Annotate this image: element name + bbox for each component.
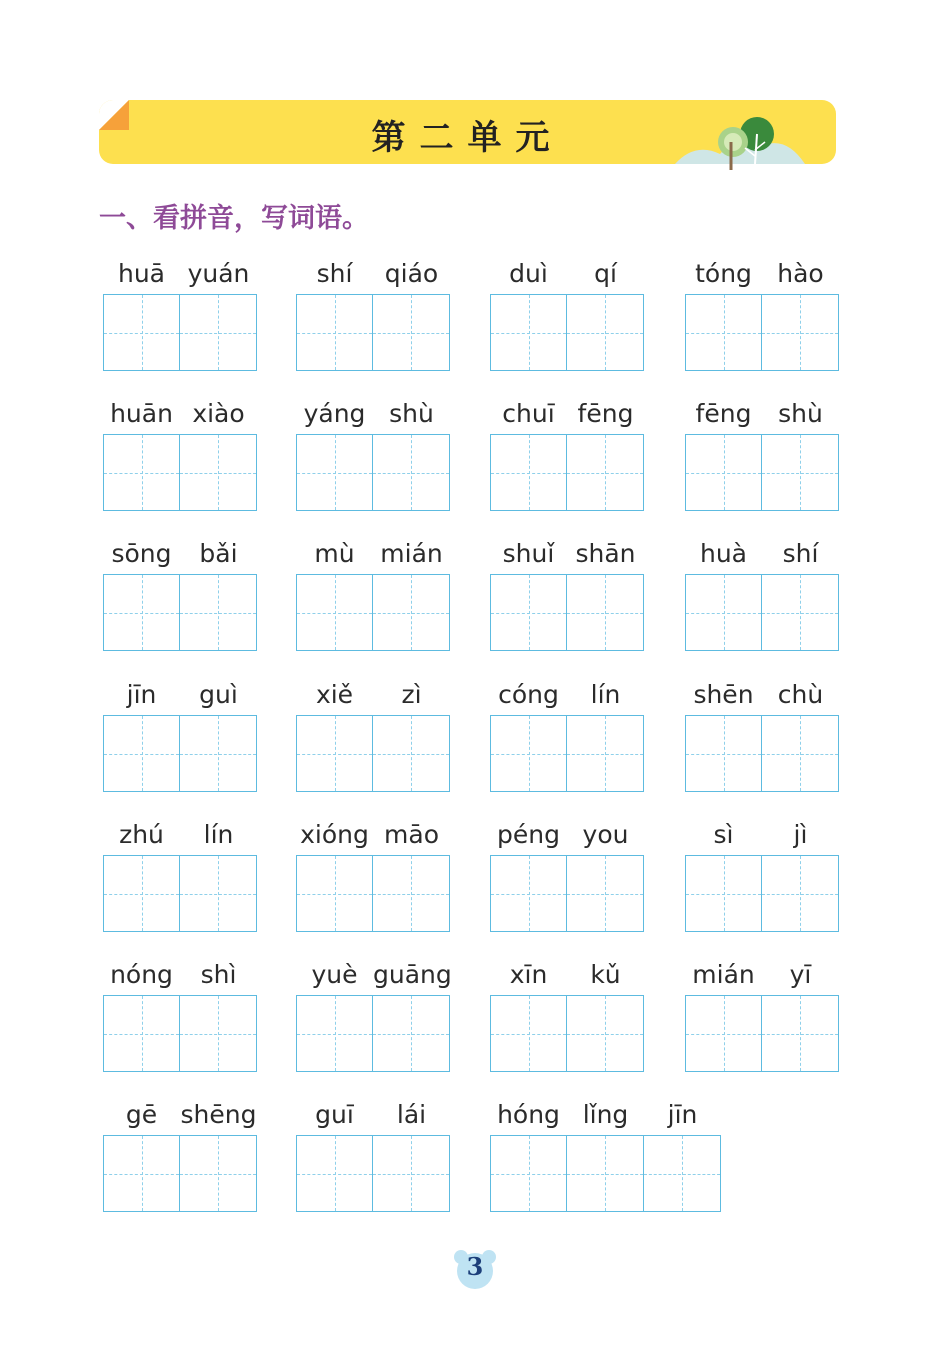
writing-cell[interactable] xyxy=(567,574,644,651)
word-item xyxy=(685,671,839,792)
pinyin-row xyxy=(296,390,450,428)
pinyin-syllable: māo xyxy=(384,820,439,849)
cell-guide-horizontal xyxy=(762,894,838,895)
pinyin-syllable: you xyxy=(582,820,629,849)
pinyin-syllable: huā xyxy=(117,259,165,288)
word-item xyxy=(685,390,839,511)
word-item xyxy=(103,671,257,792)
pinyin-row xyxy=(490,530,644,568)
cell-guide-horizontal xyxy=(297,1034,372,1035)
cell-guide-horizontal xyxy=(644,1174,720,1175)
writing-cell[interactable] xyxy=(180,574,257,651)
pinyin-syllable: sōng xyxy=(111,539,172,568)
writing-cell[interactable] xyxy=(103,574,180,651)
writing-boxes xyxy=(296,574,450,651)
pinyin-syllable: xiào xyxy=(192,399,245,428)
cell-guide-horizontal xyxy=(491,1174,566,1175)
page-number: 3 xyxy=(466,1252,484,1281)
writing-cell[interactable] xyxy=(685,995,762,1072)
pinyin-row xyxy=(490,1091,721,1129)
cell-guide-horizontal xyxy=(180,1034,256,1035)
writing-boxes xyxy=(490,294,644,371)
pinyin-row xyxy=(490,811,644,849)
pinyin-syllable: fēng xyxy=(577,399,634,428)
pinyin-syllable: duì xyxy=(509,259,548,288)
word-item xyxy=(490,1091,721,1212)
writing-cell[interactable] xyxy=(567,1135,644,1212)
pinyin-syllable: huà xyxy=(699,539,747,568)
writing-cell[interactable] xyxy=(180,855,257,932)
pinyin-syllable: shān xyxy=(575,539,636,568)
cell-guide-horizontal xyxy=(567,613,643,614)
writing-cell[interactable] xyxy=(490,574,567,651)
writing-boxes xyxy=(490,434,644,511)
pinyin-row xyxy=(685,671,839,709)
writing-cell[interactable] xyxy=(762,715,839,792)
writing-cell[interactable] xyxy=(296,1135,373,1212)
writing-cell[interactable] xyxy=(685,855,762,932)
writing-boxes xyxy=(103,574,257,651)
cell-guide-horizontal xyxy=(762,1034,838,1035)
cell-guide-horizontal xyxy=(686,613,761,614)
cell-guide-horizontal xyxy=(373,894,449,895)
writing-cell[interactable] xyxy=(762,995,839,1072)
cell-guide-horizontal xyxy=(686,473,761,474)
cell-guide-horizontal xyxy=(104,473,179,474)
cell-guide-horizontal xyxy=(491,1034,566,1035)
word-item xyxy=(490,530,644,651)
pinyin-syllable: shí xyxy=(782,539,819,568)
pinyin-syllable: zhú xyxy=(119,820,164,849)
word-item xyxy=(685,250,839,371)
word-item xyxy=(490,951,644,1072)
writing-cell[interactable] xyxy=(296,574,373,651)
word-item xyxy=(685,530,839,651)
writing-cell[interactable] xyxy=(103,1135,180,1212)
pinyin-syllable: qiáo xyxy=(384,259,439,288)
writing-cell[interactable] xyxy=(490,995,567,1072)
writing-cell[interactable] xyxy=(103,715,180,792)
pinyin-syllable: shù xyxy=(389,399,434,428)
writing-cell[interactable] xyxy=(296,855,373,932)
pinyin-row xyxy=(490,250,644,288)
writing-cell[interactable] xyxy=(373,855,450,932)
pinyin-syllable: bǎi xyxy=(199,539,238,568)
cell-guide-horizontal xyxy=(686,754,761,755)
pinyin-syllable: hào xyxy=(777,259,824,288)
writing-boxes xyxy=(685,574,839,651)
writing-cell[interactable] xyxy=(685,294,762,371)
cell-guide-horizontal xyxy=(567,1174,643,1175)
pinyin-row xyxy=(103,951,257,989)
pinyin-syllable: mián xyxy=(692,960,755,989)
unit-title: 第二单元 xyxy=(371,118,564,158)
cell-guide-horizontal xyxy=(104,1034,179,1035)
cell-guide-horizontal xyxy=(180,754,256,755)
word-item xyxy=(296,671,450,792)
word-item xyxy=(296,811,450,932)
writing-cell[interactable] xyxy=(296,995,373,1072)
writing-cell[interactable] xyxy=(373,1135,450,1212)
cell-guide-horizontal xyxy=(297,613,372,614)
pinyin-syllable: shēng xyxy=(180,1100,257,1129)
pinyin-row xyxy=(296,1091,450,1129)
cell-guide-horizontal xyxy=(297,754,372,755)
pinyin-row xyxy=(103,671,257,709)
writing-cell[interactable] xyxy=(567,294,644,371)
cell-guide-horizontal xyxy=(297,894,372,895)
writing-boxes xyxy=(685,855,839,932)
writing-boxes xyxy=(103,855,257,932)
writing-cell[interactable] xyxy=(296,294,373,371)
writing-boxes xyxy=(296,434,450,511)
pinyin-syllable: huān xyxy=(110,399,173,428)
pinyin-row xyxy=(103,250,257,288)
writing-boxes xyxy=(490,995,644,1072)
cell-guide-horizontal xyxy=(373,754,449,755)
pinyin-syllable: shì xyxy=(200,960,237,989)
pinyin-syllable: mù xyxy=(314,539,355,568)
writing-boxes xyxy=(685,995,839,1072)
writing-boxes xyxy=(103,715,257,792)
writing-cell[interactable] xyxy=(685,715,762,792)
writing-cell[interactable] xyxy=(103,995,180,1072)
pinyin-row xyxy=(685,530,839,568)
word-item xyxy=(296,951,450,1072)
writing-boxes xyxy=(103,434,257,511)
word-item xyxy=(296,1091,450,1212)
cell-guide-horizontal xyxy=(491,473,566,474)
word-item xyxy=(490,671,644,792)
cell-guide-horizontal xyxy=(180,613,256,614)
pinyin-syllable: shù xyxy=(778,399,823,428)
cell-guide-horizontal xyxy=(373,473,449,474)
writing-boxes xyxy=(685,294,839,371)
word-item xyxy=(490,811,644,932)
pinyin-syllable: guī xyxy=(315,1100,354,1129)
cell-guide-horizontal xyxy=(373,333,449,334)
word-item xyxy=(296,530,450,651)
cell-guide-horizontal xyxy=(104,894,179,895)
cell-guide-horizontal xyxy=(373,613,449,614)
writing-cell[interactable] xyxy=(490,294,567,371)
word-item xyxy=(103,1091,257,1212)
pinyin-row xyxy=(296,671,450,709)
exercise-instruction: 一、看拼音，写词语。 xyxy=(99,203,369,234)
cell-guide-horizontal xyxy=(686,894,761,895)
pinyin-syllable: tóng xyxy=(695,259,752,288)
pinyin-row xyxy=(103,530,257,568)
pinyin-syllable: fēng xyxy=(695,399,752,428)
writing-boxes xyxy=(490,574,644,651)
writing-cell[interactable] xyxy=(103,294,180,371)
pinyin-syllable: sì xyxy=(713,820,734,849)
writing-cell[interactable] xyxy=(762,855,839,932)
writing-cell[interactable] xyxy=(180,434,257,511)
pinyin-syllable: mián xyxy=(380,539,443,568)
pinyin-row xyxy=(103,811,257,849)
pinyin-syllable: xióng xyxy=(300,820,369,849)
word-item xyxy=(490,250,644,371)
pinyin-syllable: yuè xyxy=(311,960,358,989)
cell-guide-horizontal xyxy=(297,1174,372,1175)
writing-cell[interactable] xyxy=(762,294,839,371)
cell-guide-horizontal xyxy=(762,333,838,334)
cell-guide-horizontal xyxy=(491,754,566,755)
writing-boxes xyxy=(103,1135,257,1212)
writing-cell[interactable] xyxy=(373,294,450,371)
writing-cell[interactable] xyxy=(762,434,839,511)
writing-cell[interactable] xyxy=(180,294,257,371)
writing-boxes xyxy=(296,995,450,1072)
pinyin-row xyxy=(490,390,644,428)
writing-cell[interactable] xyxy=(373,574,450,651)
word-item xyxy=(103,390,257,511)
pinyin-syllable: shēn xyxy=(693,680,754,709)
writing-cell[interactable] xyxy=(567,715,644,792)
writing-boxes xyxy=(103,294,257,371)
pinyin-row xyxy=(296,951,450,989)
pinyin-syllable: kǔ xyxy=(590,960,621,989)
writing-cell[interactable] xyxy=(103,434,180,511)
pinyin-row xyxy=(490,671,644,709)
cell-guide-horizontal xyxy=(491,613,566,614)
cell-guide-horizontal xyxy=(373,1174,449,1175)
pinyin-syllable: chuī xyxy=(502,399,555,428)
word-item xyxy=(685,951,839,1072)
writing-cell[interactable] xyxy=(490,1135,567,1212)
pinyin-row xyxy=(103,390,257,428)
writing-cell[interactable] xyxy=(373,995,450,1072)
pinyin-syllable: cóng xyxy=(498,680,559,709)
pinyin-syllable: xīn xyxy=(509,960,548,989)
pinyin-syllable: shí xyxy=(316,259,353,288)
word-item xyxy=(103,811,257,932)
writing-cell[interactable] xyxy=(180,995,257,1072)
tree-illustration xyxy=(675,112,810,172)
word-item xyxy=(296,390,450,511)
writing-boxes xyxy=(490,855,644,932)
pinyin-syllable: shuǐ xyxy=(502,539,555,568)
pinyin-row xyxy=(685,951,839,989)
writing-cell[interactable] xyxy=(296,715,373,792)
cell-guide-horizontal xyxy=(686,333,761,334)
pinyin-syllable: yī xyxy=(789,960,812,989)
cell-guide-horizontal xyxy=(297,473,372,474)
cell-guide-horizontal xyxy=(567,473,643,474)
cell-guide-horizontal xyxy=(104,754,179,755)
writing-cell[interactable] xyxy=(762,574,839,651)
writing-boxes xyxy=(490,715,644,792)
cell-guide-horizontal xyxy=(104,333,179,334)
writing-cell[interactable] xyxy=(567,855,644,932)
writing-cell[interactable] xyxy=(644,1135,721,1212)
writing-boxes xyxy=(296,1135,450,1212)
pinyin-syllable: hóng xyxy=(497,1100,560,1129)
writing-cell[interactable] xyxy=(490,434,567,511)
writing-cell[interactable] xyxy=(490,715,567,792)
writing-boxes xyxy=(103,995,257,1072)
writing-cell[interactable] xyxy=(373,715,450,792)
writing-cell[interactable] xyxy=(180,715,257,792)
pinyin-row xyxy=(685,250,839,288)
cell-guide-horizontal xyxy=(762,754,838,755)
writing-cell[interactable] xyxy=(685,574,762,651)
cell-guide-horizontal xyxy=(104,1174,179,1175)
word-item xyxy=(296,250,450,371)
cell-guide-horizontal xyxy=(686,1034,761,1035)
writing-cell[interactable] xyxy=(180,1135,257,1212)
word-item xyxy=(490,390,644,511)
pinyin-syllable: yáng xyxy=(303,399,366,428)
pinyin-row xyxy=(296,530,450,568)
writing-cell[interactable] xyxy=(296,434,373,511)
cell-guide-horizontal xyxy=(762,613,838,614)
pinyin-row xyxy=(490,951,644,989)
cell-guide-horizontal xyxy=(491,333,566,334)
pinyin-syllable: péng xyxy=(497,820,560,849)
cell-guide-horizontal xyxy=(297,333,372,334)
pinyin-row xyxy=(103,1091,257,1129)
cell-guide-horizontal xyxy=(180,333,256,334)
writing-boxes xyxy=(490,1135,721,1212)
pinyin-syllable: gē xyxy=(125,1100,158,1129)
writing-cell[interactable] xyxy=(103,855,180,932)
pinyin-syllable: jì xyxy=(793,820,808,849)
word-item xyxy=(103,951,257,1072)
pinyin-row xyxy=(296,811,450,849)
cell-guide-horizontal xyxy=(373,1034,449,1035)
writing-boxes xyxy=(296,294,450,371)
pinyin-syllable: yuán xyxy=(187,259,250,288)
writing-cell[interactable] xyxy=(567,434,644,511)
pinyin-row xyxy=(685,811,839,849)
cell-guide-horizontal xyxy=(567,333,643,334)
pinyin-syllable: jīn xyxy=(126,680,157,709)
writing-cell[interactable] xyxy=(490,855,567,932)
pinyin-syllable: xiě xyxy=(315,680,354,709)
word-item xyxy=(685,811,839,932)
writing-boxes xyxy=(296,715,450,792)
cell-guide-horizontal xyxy=(762,473,838,474)
pinyin-syllable: nóng xyxy=(110,960,173,989)
writing-boxes xyxy=(685,715,839,792)
pinyin-syllable: jīn xyxy=(667,1100,698,1129)
pinyin-syllable: lín xyxy=(590,680,621,709)
pinyin-syllable: lái xyxy=(396,1100,427,1129)
pinyin-syllable: qí xyxy=(594,259,617,288)
pinyin-syllable: guāng xyxy=(373,960,452,989)
pinyin-syllable: lǐng xyxy=(582,1100,629,1129)
writing-cell[interactable] xyxy=(567,995,644,1072)
pinyin-syllable: lín xyxy=(203,820,234,849)
pinyin-row xyxy=(685,390,839,428)
pinyin-syllable: zì xyxy=(401,680,422,709)
cell-guide-horizontal xyxy=(180,1174,256,1175)
word-item xyxy=(103,250,257,371)
pinyin-syllable: chù xyxy=(777,680,824,709)
writing-boxes xyxy=(296,855,450,932)
pinyin-syllable: guì xyxy=(199,680,238,709)
cell-guide-horizontal xyxy=(567,894,643,895)
cell-guide-horizontal xyxy=(567,1034,643,1035)
word-item xyxy=(103,530,257,651)
writing-boxes xyxy=(685,434,839,511)
cell-guide-horizontal xyxy=(180,894,256,895)
cell-guide-horizontal xyxy=(104,613,179,614)
writing-cell[interactable] xyxy=(685,434,762,511)
cell-guide-horizontal xyxy=(180,473,256,474)
pinyin-row xyxy=(296,250,450,288)
cell-guide-horizontal xyxy=(567,754,643,755)
writing-cell[interactable] xyxy=(373,434,450,511)
cell-guide-horizontal xyxy=(491,894,566,895)
